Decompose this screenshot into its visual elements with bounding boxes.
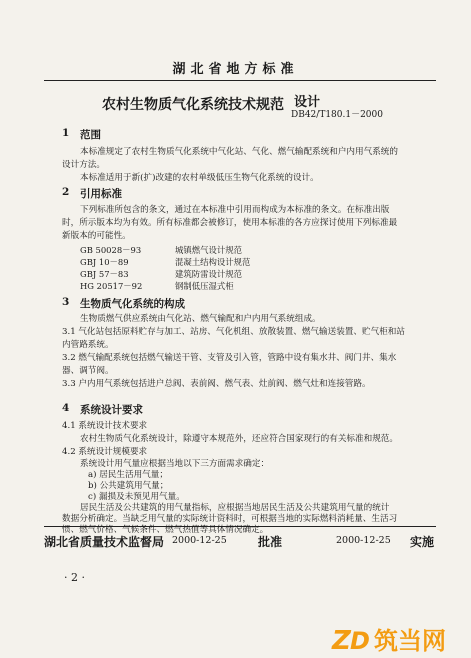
paragraph-line: 4.1 系统设计技术要求 (62, 421, 148, 431)
paragraph-line: 设计方法。 (62, 160, 105, 170)
issue-label: 批准 (258, 535, 283, 549)
paragraph-line: 器、调节阀。 (62, 366, 114, 376)
paragraph-line: 农村生物质气化系统设计，除遵守本规范外，还应符合国家现行的有关标准和规范。 (80, 434, 398, 444)
ref-code: GBJ 57－83 (80, 269, 129, 279)
ref-code: GB 50028－93 (80, 245, 142, 255)
implementation-date: 2000-12-25 (336, 535, 391, 546)
list-item: a) 居民生活用气量； (88, 470, 168, 480)
paragraph-line: 本标准适用于新(扩)改建的农村单级低压生物气化系统的设计。 (80, 173, 319, 183)
document-title: 农村生物质气化系统技术规范 (102, 97, 284, 113)
paragraph-line: 本标准规定了农村生物质气化系统中气化站、气化、燃气输配系统和户内用气系统的 (80, 147, 398, 157)
paragraph-line: 惯、燃气价格、气候条件、燃气热值等具体情况确定。 (62, 525, 269, 535)
header-rule (44, 80, 436, 81)
list-item: c) 漏损及未预见用气量。 (88, 492, 185, 502)
ref-name: 建筑防雷设计规范 (175, 269, 242, 279)
svg-text:D: D (350, 627, 370, 654)
ref-name: 城镇燃气设计规范 (175, 245, 242, 255)
ref-name: 混凝土结构设计规范 (175, 257, 251, 267)
section-number: 1 (62, 127, 70, 139)
ref-code: GBJ 10－89 (80, 257, 129, 267)
issue-date: 2000-12-25 (172, 535, 227, 546)
watermark-logo (330, 624, 466, 654)
section-heading: 引用标准 (80, 188, 122, 200)
svg-text:Z: Z (332, 626, 351, 654)
list-item: b) 公共建筑用气量； (88, 481, 169, 491)
ref-code: HG 20517－92 (80, 281, 143, 291)
paragraph-line: 3.3 户内用气系统包括进户总阀、表前阀、燃气表、灶前阀、燃气灶和连接管路。 (62, 379, 371, 389)
document-title-suffix: 设计 (294, 95, 321, 110)
watermark-text: 筑当网 (374, 627, 446, 654)
paragraph-line: 系统设计用气量应根据当地以下三方面需求确定： (80, 459, 270, 469)
paragraph-line: 下列标准所包含的条文，通过在本标准中引用而构成为本标准的条文。在标准出版 (80, 205, 390, 215)
section-number: 2 (62, 186, 70, 198)
paragraph-line: 居民生活及公共建筑的用气量指标，应根据当地居民生活及公共建筑用气量的统计 (80, 503, 390, 513)
section-number: 3 (62, 296, 70, 308)
paragraph-line: 数据分析确定。当缺乏用气量的实际统计资料时，可根据当地的实际燃料消耗量、生活习 (62, 514, 398, 524)
paragraph-line: 3.2 燃气输配系统包括燃气输送干管、支管及引入管，管路中设有集水井、阀门井、集水 (62, 353, 397, 363)
standard-code: DB42/T180.1－2000 (291, 110, 383, 120)
authority-title: 湖北省地方标准 (172, 62, 299, 77)
section-heading: 范围 (80, 129, 101, 141)
ref-name: 钢制低压湿式柜 (175, 281, 234, 291)
section-number: 4 (62, 402, 70, 414)
implementation-label: 实施 (410, 535, 435, 549)
section-heading: 生物质气化系统的构成 (80, 298, 185, 310)
paragraph-line: 时，所示版本均为有效。所有标准都会被修订，使用本标准的各方应探讨使用下列标准最 (62, 218, 398, 228)
issuer: 湖北省质量技术监督局 (44, 535, 165, 549)
paragraph-line: 内管路系统。 (62, 340, 114, 350)
paragraph-line: 3.1 气化站包括原料贮存与加工、站房、气化机组、放散装置、燃气输送装置、贮气柜和站 (62, 327, 405, 337)
watermark-logo-icon (330, 624, 466, 654)
paragraph-line: 新版本的可能性。 (62, 231, 131, 241)
paragraph-line: 生物质燃气供应系统由气化站、燃气输配和户内用气系统组成。 (80, 314, 321, 324)
paragraph-line: 4.2 系统设计规模要求 (62, 447, 148, 457)
page-number: · 2 · (64, 571, 85, 584)
section-heading: 系统设计要求 (80, 404, 143, 416)
